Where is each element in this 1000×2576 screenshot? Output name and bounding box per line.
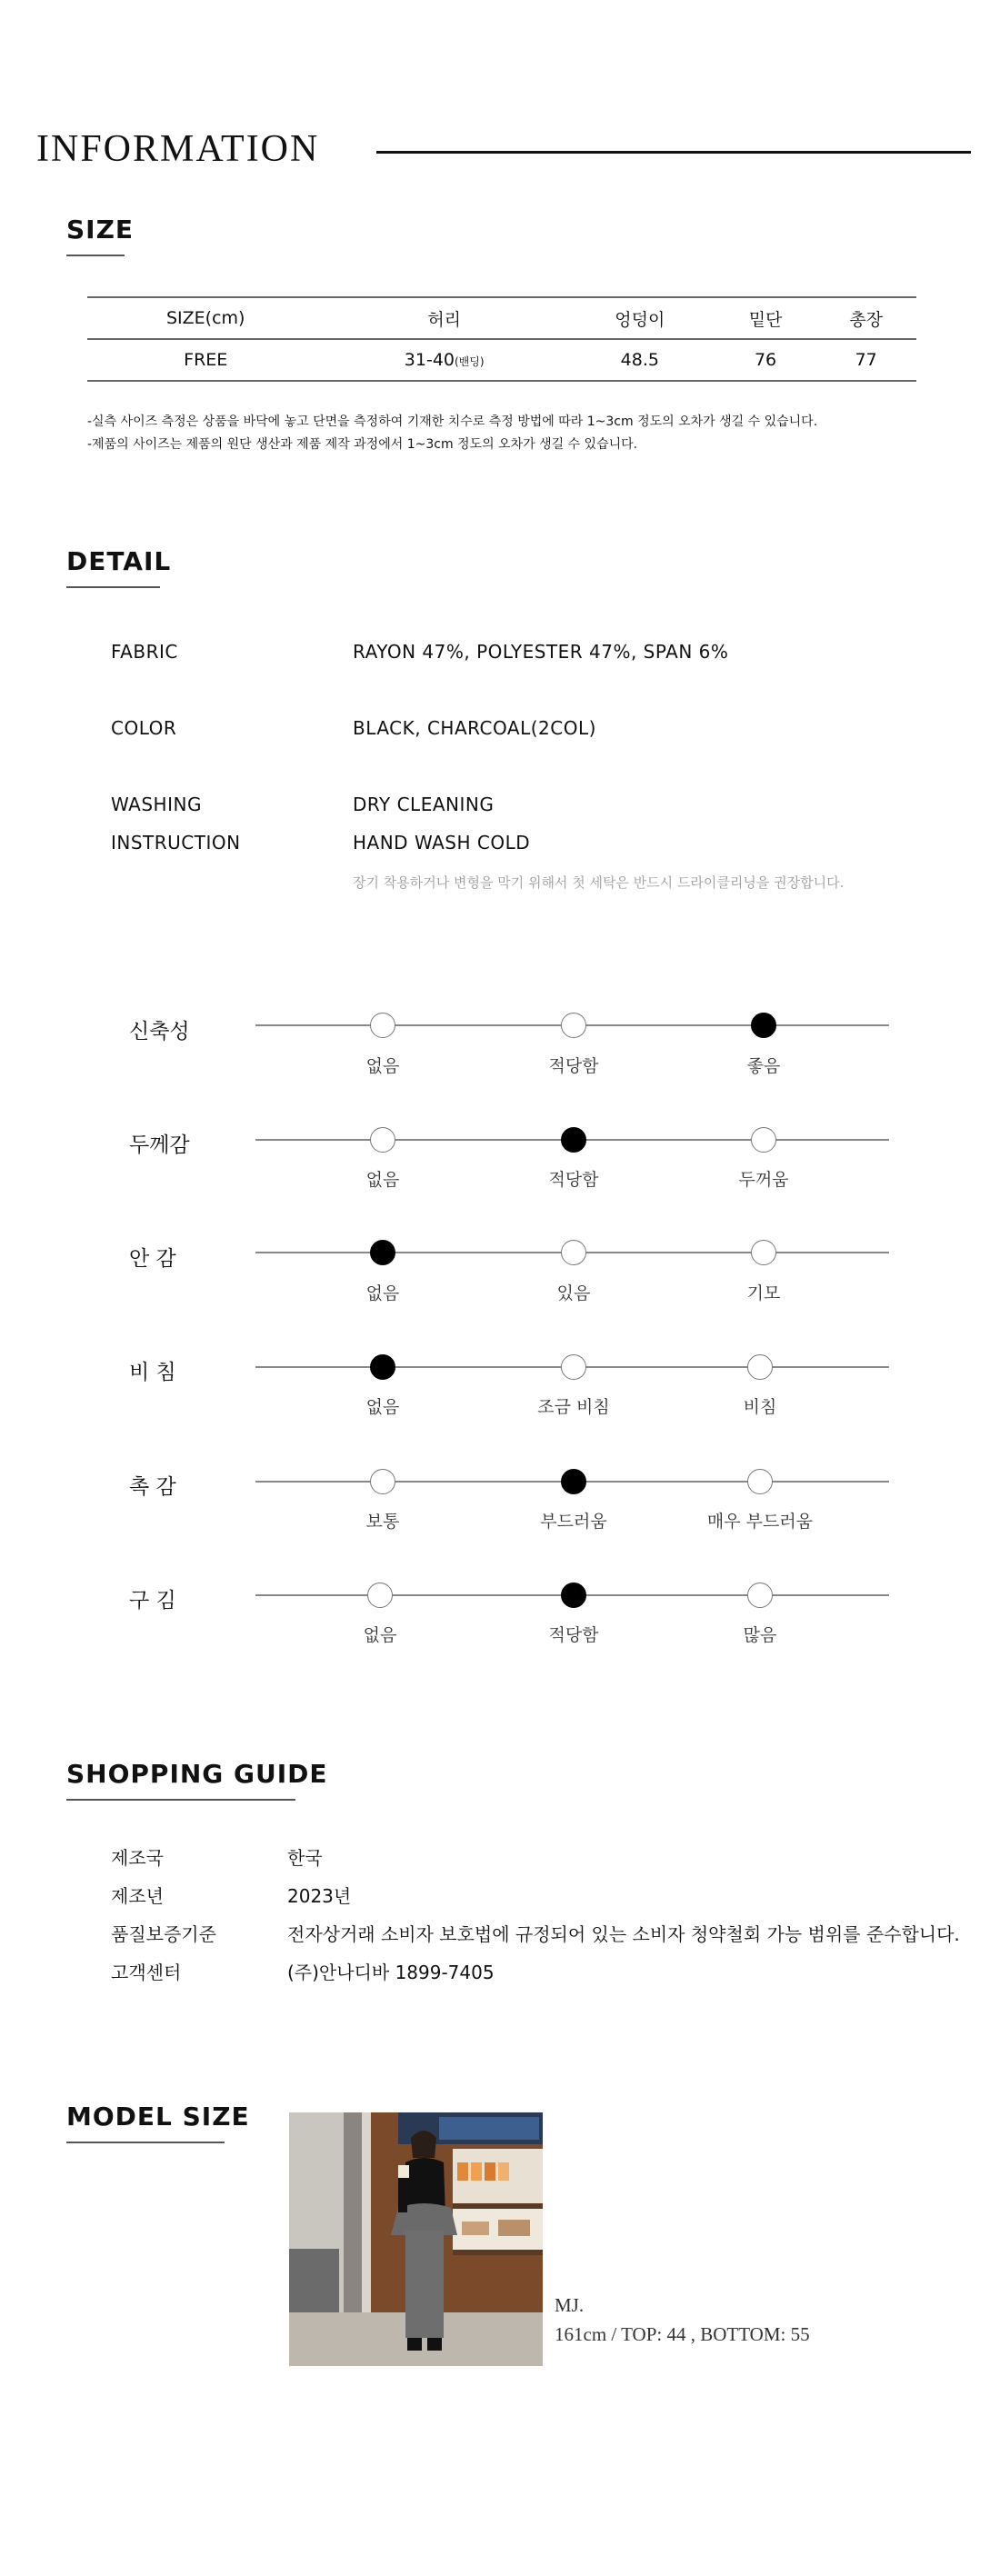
guide-label: 고객센터 [111, 1962, 182, 1983]
scale-option-label: 좋음 [746, 1056, 781, 1076]
fabric-label: FABRIC [111, 641, 178, 663]
detail-title-underline [66, 586, 160, 588]
scale-option-dot [561, 1354, 586, 1380]
cell-hem: 76 [754, 350, 777, 370]
scale-option-label: 보통 [365, 1512, 400, 1532]
model-size-title: MODEL SIZE [66, 2102, 250, 2132]
title-divider [376, 151, 971, 154]
cell-length: 77 [855, 350, 877, 370]
scale-option-dot [747, 1354, 773, 1380]
washing-note: 장기 착용하거나 변형을 막기 위해서 첫 세탁은 반드시 드라이클리닝을 권장합니다. [353, 874, 845, 891]
scale-selected-dot [370, 1240, 395, 1265]
washing-value-2: HAND WASH COLD [353, 832, 531, 854]
guide-label: 제조국 [111, 1847, 164, 1869]
shopping-guide-underline [66, 1799, 295, 1801]
scale-option-label: 비침 [743, 1397, 777, 1417]
scale-selected-dot [370, 1354, 395, 1380]
scale-option-label: 조금 비침 [537, 1397, 610, 1417]
scale-option-label: 없음 [365, 1056, 400, 1076]
scale-option-label: 많음 [743, 1625, 777, 1645]
scale-option-label: 적당함 [548, 1170, 599, 1190]
scale-label: 비 침 [129, 1361, 176, 1384]
scale-option-label: 적당함 [548, 1625, 599, 1645]
washing-label: WASHING [111, 794, 202, 815]
model-size-underline [66, 2142, 225, 2143]
scale-option-dot [367, 1583, 393, 1608]
scale-option-label: 기모 [746, 1283, 781, 1303]
scale-option-label: 없음 [365, 1283, 400, 1303]
size-title-underline [66, 255, 125, 256]
column-header: 밑단 [748, 309, 783, 330]
scale-option-label: 매우 부드러움 [706, 1512, 814, 1532]
column-header: 허리 [427, 309, 462, 330]
scale-option-label: 없음 [365, 1170, 400, 1190]
detail-section-title: DETAIL [66, 546, 172, 576]
column-header: SIZE(cm) [166, 308, 245, 328]
scale-selected-dot [561, 1469, 586, 1494]
size-section-title: SIZE [66, 215, 135, 245]
column-header: 엉덩이 [615, 309, 665, 330]
guide-label: 품질보증기준 [111, 1923, 216, 1945]
model-name: MJ. [555, 2294, 585, 2316]
cell-size: FREE [184, 350, 228, 370]
scale-selected-dot [561, 1127, 586, 1153]
page-title: INFORMATION [36, 128, 320, 170]
washing-value: DRY CLEANING [353, 794, 495, 815]
scale-option-dot [561, 1240, 586, 1265]
guide-label: 제조년 [111, 1885, 164, 1907]
scale-option-dot [751, 1127, 776, 1153]
color-value: BLACK, CHARCOAL(2COL) [353, 717, 596, 739]
size-note: -실측 사이즈 측정은 상품을 바닥에 놓고 단면을 측정하여 기재한 치수로 측정 방법에 따라 1~3cm 정도의 오차가 생길 수 있습니다. [87, 414, 818, 429]
waist-value: 31-40 [404, 350, 455, 370]
cell-waist [324, 339, 564, 381]
scale-option-dot [370, 1013, 395, 1038]
instruction-label: INSTRUCTION [111, 832, 241, 854]
table-row [87, 339, 916, 381]
column-header: 총장 [849, 309, 884, 330]
model-photo [289, 2112, 543, 2366]
scale-label: 안 감 [129, 1247, 176, 1271]
scale-option-dot [370, 1469, 395, 1494]
size-table-header [87, 297, 916, 339]
scale-option-label: 두꺼움 [738, 1170, 789, 1190]
scale-label: 두께감 [129, 1133, 190, 1157]
size-note: -제품의 사이즈는 제품의 원단 생산과 제품 제작 과정에서 1~3cm 정도의 오차가 생길 수 있습니다. [87, 437, 638, 452]
cell-hip: 48.5 [620, 350, 659, 370]
scale-option-label: 없음 [365, 1397, 400, 1417]
scale-option-dot [561, 1013, 586, 1038]
waist-note: (밴딩) [455, 355, 485, 368]
scale-option-dot [747, 1583, 773, 1608]
scale-option-label: 있음 [556, 1283, 591, 1303]
scale-option-dot [747, 1469, 773, 1494]
guide-value: 2023년 [287, 1885, 352, 1907]
scale-option-dot [751, 1240, 776, 1265]
guide-value: (주)안나디바 1899-7405 [287, 1962, 495, 1983]
model-measurements: 161cm / TOP: 44 , BOTTOM: 55 [555, 2323, 810, 2345]
shopping-guide-title: SHOPPING GUIDE [66, 1759, 328, 1789]
guide-value: 한국 [287, 1847, 323, 1869]
guide-value: 전자상거래 소비자 보호법에 규정되어 있는 소비자 청약철회 가능 범위를 준수합니다. [287, 1923, 960, 1945]
size-table [87, 296, 916, 382]
scale-label: 구 김 [129, 1589, 176, 1612]
scale-option-dot [370, 1127, 395, 1153]
scale-selected-dot [561, 1583, 586, 1608]
scale-selected-dot [751, 1013, 776, 1038]
scale-option-label: 부드러움 [540, 1512, 607, 1532]
color-label: COLOR [111, 717, 177, 739]
scale-label: 신축성 [129, 1020, 190, 1043]
scale-option-label: 적당함 [548, 1056, 599, 1076]
scale-option-label: 없음 [363, 1625, 397, 1645]
fabric-value: RAYON 47%, POLYESTER 47%, SPAN 6% [353, 641, 729, 663]
scale-label: 촉 감 [129, 1475, 176, 1499]
